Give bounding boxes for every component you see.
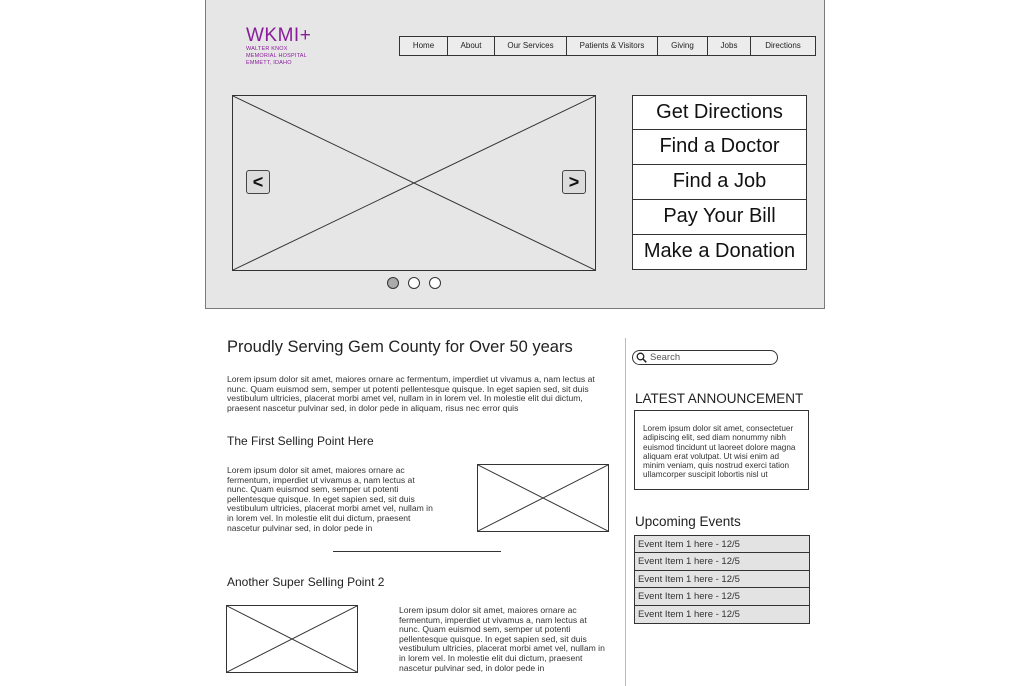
logo-line-3: EMMETT, IDAHO (246, 60, 292, 66)
selling-point-2-image (226, 605, 358, 673)
make-a-donation-button[interactable]: Make a Donation (632, 235, 807, 270)
selling-point-2-text: Lorem ipsum dolor sit amet, maiores ornare ac fermentum, imperdiet ut vivamus a, nam lectus at nunc. Quam euismod sem, semper ut potenti pellentesque quisque. In eget sapien sed, sit duis vestibulum ultricies, placerat morbi amet vel, nullam in in lorem vel. In molestie elit dui dictum, praesent nascetur pulvinar sed, in dolor pede in (399, 606, 605, 672)
logo-title[interactable]: WKMI+ (246, 25, 312, 46)
announcement-title: LATEST ANNOUNCEMENT (635, 391, 804, 406)
slider-prev-button[interactable]: < (246, 170, 270, 194)
image-placeholder-icon (478, 465, 608, 531)
nav-item-giving[interactable]: Giving (658, 37, 708, 55)
get-directions-button[interactable]: Get Directions (632, 95, 807, 130)
selling-point-2-title: Another Super Selling Point 2 (227, 575, 385, 589)
event-item[interactable]: Event Item 1 here - 12/5 (635, 536, 809, 553)
image-placeholder-icon (227, 606, 357, 672)
events-list (634, 535, 810, 624)
pay-your-bill-button[interactable]: Pay Your Bill (632, 200, 807, 235)
announcement-box (634, 410, 809, 490)
find-a-doctor-button[interactable]: Find a Doctor (632, 130, 807, 165)
logo-line-2: MEMORIAL HOSPITAL (246, 53, 307, 59)
slider-dot-3[interactable] (429, 277, 441, 289)
event-item[interactable]: Event Item 1 here - 12/5 (635, 606, 809, 623)
search-input[interactable] (647, 352, 768, 364)
announcement-text: Lorem ipsum dolor sit amet, consectetuer adipiscing elit, sed diam nonummy nibh euismod tincidunt ut laoreet dolore magna aliquam erat volutpat. Ut wisi enim ad minim veniam, quis nostrud exerci tation ullamcorper suscipit lobortis nisl ut (643, 424, 796, 480)
event-item[interactable]: Event Item 1 here - 12/5 (635, 571, 809, 588)
section-divider (333, 551, 501, 552)
search-icon (636, 352, 647, 363)
logo-line-1: WALTER KNOX (246, 46, 288, 52)
page-title: Proudly Serving Gem County for Over 50 years (227, 338, 573, 356)
nav-item-directions[interactable]: Directions (765, 41, 801, 50)
quick-links (632, 95, 807, 270)
find-a-job-button[interactable]: Find a Job (632, 165, 807, 200)
slider-next-button[interactable]: > (562, 170, 586, 194)
slider-dot-2[interactable] (408, 277, 420, 289)
hero-slider-image (232, 95, 596, 271)
image-placeholder-icon (233, 96, 595, 270)
slider-dot-1[interactable] (387, 277, 399, 289)
selling-point-1-text: Lorem ipsum dolor sit amet, maiores ornare ac fermentum, imperdiet ut vivamus a, nam lectus at nunc. Quam euismod sem, semper ut potenti pellentesque quisque. In eget sapien sed, sit duis vestibulum ultricies, placerat morbi amet vel, nullam in in lorem vel. In molestie elit dui dictum, praesent nascetur pulvinar sed, in dolor pede in (227, 466, 433, 532)
main-nav (399, 36, 816, 56)
event-item[interactable]: Event Item 1 here - 12/5 (635, 553, 809, 570)
nav-item-home[interactable]: Home (400, 37, 448, 55)
event-item[interactable]: Event Item 1 here - 12/5 (635, 588, 809, 605)
nav-item-about[interactable]: About (448, 37, 495, 55)
column-divider (625, 338, 626, 686)
events-title: Upcoming Events (635, 514, 741, 529)
search-field[interactable] (632, 350, 778, 365)
nav-item-our-services[interactable]: Our Services (495, 37, 567, 55)
selling-point-1-title: The First Selling Point Here (227, 434, 374, 448)
nav-item-patients-visitors[interactable]: Patients & Visitors (567, 37, 658, 55)
nav-item-jobs[interactable]: Jobs (708, 37, 751, 55)
selling-point-1-image (477, 464, 609, 532)
intro-text: Lorem ipsum dolor sit amet, maiores ornare ac fermentum, imperdiet ut vivamus a, nam lectus at nunc. Quam euismod sem, semper ut potenti pellentesque quisque. In eget sapien sed, sit duis vestibulum ultricies, placerat morbi amet vel, nullam in in lorem vel. In molestie elit dui dictum, praesent nascetur pulvinar sed, in dolor pede in aliquam, risus nec error quis (227, 375, 595, 413)
